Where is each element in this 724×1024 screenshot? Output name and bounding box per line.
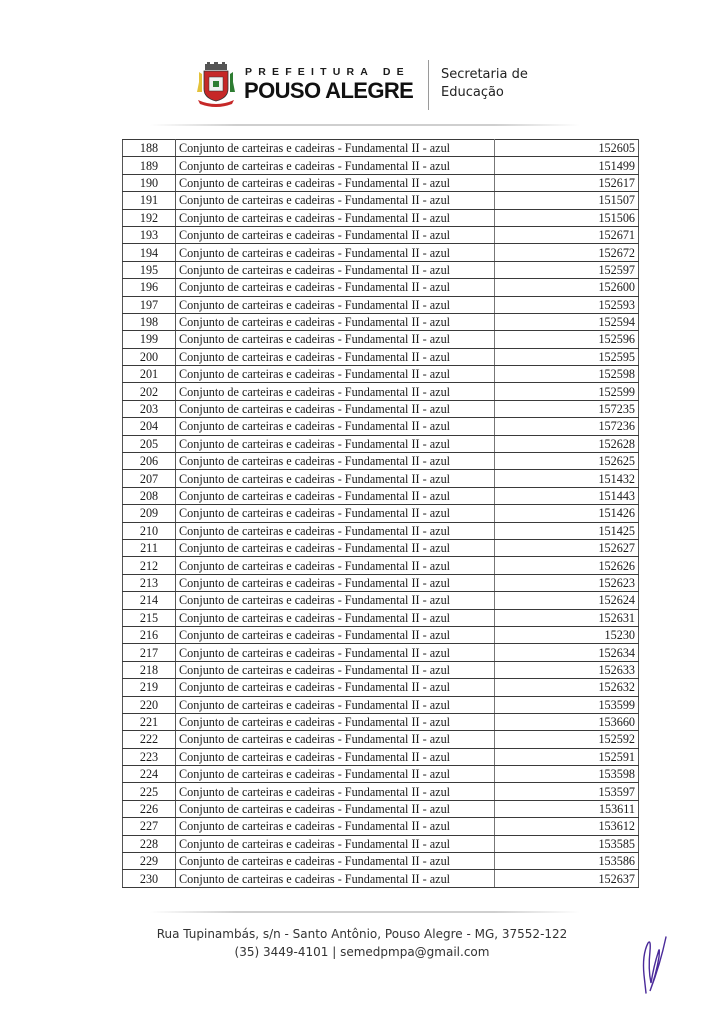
row-description: Conjunto de carteiras e cadeiras - Fundamental II - azul — [176, 470, 495, 487]
row-number: 226 — [123, 800, 176, 817]
row-number: 206 — [123, 453, 176, 470]
row-description: Conjunto de carteiras e cadeiras - Fundamental II - azul — [176, 296, 495, 313]
footer-address: Rua Tupinambás, s/n - Santo Antônio, Pouso Alegre - MG, 37552-122 — [156, 927, 568, 941]
row-description: Conjunto de carteiras e cadeiras - Fundamental II - azul — [176, 366, 495, 383]
table-row — [123, 800, 639, 817]
row-code: 153660 — [495, 713, 639, 730]
row-code: 151425 — [495, 522, 639, 539]
row-code: 153611 — [495, 800, 639, 817]
row-code: 153586 — [495, 853, 639, 870]
row-code: 153585 — [495, 835, 639, 852]
row-description: Conjunto de carteiras e cadeiras - Fundamental II - azul — [176, 766, 495, 783]
row-code: 152599 — [495, 383, 639, 400]
letterhead — [0, 58, 724, 118]
table-row — [123, 435, 639, 452]
row-number: 208 — [123, 487, 176, 504]
row-number: 221 — [123, 713, 176, 730]
items-table-body — [123, 140, 639, 888]
educacao-label: Educação — [441, 85, 504, 100]
row-number: 203 — [123, 400, 176, 417]
row-code: 152634 — [495, 644, 639, 661]
row-number: 190 — [123, 174, 176, 191]
row-description: Conjunto de carteiras e cadeiras - Fundamental II - azul — [176, 313, 495, 330]
table-row — [123, 453, 639, 470]
row-code: 151443 — [495, 487, 639, 504]
table-row — [123, 296, 639, 313]
table-row — [123, 731, 639, 748]
row-number: 211 — [123, 539, 176, 556]
table-row — [123, 192, 639, 209]
row-description: Conjunto de carteiras e cadeiras - Fundamental II - azul — [176, 835, 495, 852]
row-description: Conjunto de carteiras e cadeiras - Fundamental II - azul — [176, 626, 495, 643]
row-number: 219 — [123, 679, 176, 696]
row-description: Conjunto de carteiras e cadeiras - Fundamental II - azul — [176, 661, 495, 678]
table-row — [123, 539, 639, 556]
row-description: Conjunto de carteiras e cadeiras - Fundamental II - azul — [176, 644, 495, 661]
row-description: Conjunto de carteiras e cadeiras - Fundamental II - azul — [176, 331, 495, 348]
row-code: 152617 — [495, 174, 639, 191]
row-number: 193 — [123, 226, 176, 243]
table-row — [123, 261, 639, 278]
row-code: 151499 — [495, 157, 639, 174]
footer-contact: (35) 3449-4101 | semedpmpa@gmail.com — [234, 945, 490, 959]
table-row — [123, 157, 639, 174]
table-row — [123, 766, 639, 783]
row-number: 202 — [123, 383, 176, 400]
table-row — [123, 626, 639, 643]
row-description: Conjunto de carteiras e cadeiras - Fundamental II - azul — [176, 174, 495, 191]
table-row — [123, 348, 639, 365]
row-description: Conjunto de carteiras e cadeiras - Fundamental II - azul — [176, 140, 495, 157]
row-number: 229 — [123, 853, 176, 870]
row-code: 152631 — [495, 609, 639, 626]
row-number: 217 — [123, 644, 176, 661]
row-number: 210 — [123, 522, 176, 539]
table-row — [123, 644, 639, 661]
row-description: Conjunto de carteiras e cadeiras - Fundamental II - azul — [176, 244, 495, 261]
row-code: 157236 — [495, 418, 639, 435]
row-number: 214 — [123, 592, 176, 609]
table-row — [123, 783, 639, 800]
row-description: Conjunto de carteiras e cadeiras - Fundamental II - azul — [176, 261, 495, 278]
row-number: 227 — [123, 818, 176, 835]
row-number: 213 — [123, 574, 176, 591]
table-row — [123, 853, 639, 870]
table-row — [123, 748, 639, 765]
secretaria-label: Secretaria de — [441, 67, 528, 82]
row-description: Conjunto de carteiras e cadeiras - Fundamental II - azul — [176, 505, 495, 522]
row-code: 157235 — [495, 400, 639, 417]
table-row — [123, 400, 639, 417]
row-number: 212 — [123, 557, 176, 574]
row-number: 194 — [123, 244, 176, 261]
row-number: 189 — [123, 157, 176, 174]
row-code: 153599 — [495, 696, 639, 713]
row-code: 152592 — [495, 731, 639, 748]
row-description: Conjunto de carteiras e cadeiras - Fundamental II - azul — [176, 400, 495, 417]
table-row — [123, 313, 639, 330]
row-code: 152593 — [495, 296, 639, 313]
table-row — [123, 609, 639, 626]
row-code: 152595 — [495, 348, 639, 365]
row-code: 152596 — [495, 331, 639, 348]
table-row — [123, 870, 639, 887]
table-row — [123, 818, 639, 835]
row-number: 218 — [123, 661, 176, 678]
row-code: 152627 — [495, 539, 639, 556]
row-description: Conjunto de carteiras e cadeiras - Fundamental II - azul — [176, 435, 495, 452]
row-description: Conjunto de carteiras e cadeiras - Fundamental II - azul — [176, 348, 495, 365]
row-number: 204 — [123, 418, 176, 435]
row-code: 151507 — [495, 192, 639, 209]
row-description: Conjunto de carteiras e cadeiras - Fundamental II - azul — [176, 748, 495, 765]
row-code: 152633 — [495, 661, 639, 678]
city-crest-icon — [196, 62, 236, 108]
row-number: 197 — [123, 296, 176, 313]
row-code: 153597 — [495, 783, 639, 800]
row-number: 188 — [123, 140, 176, 157]
table-row — [123, 209, 639, 226]
row-number: 196 — [123, 279, 176, 296]
header-divider — [428, 60, 429, 110]
row-number: 191 — [123, 192, 176, 209]
row-code: 152672 — [495, 244, 639, 261]
row-number: 199 — [123, 331, 176, 348]
table-row — [123, 418, 639, 435]
row-code: 152597 — [495, 261, 639, 278]
row-number: 195 — [123, 261, 176, 278]
table-row — [123, 470, 639, 487]
table-row — [123, 279, 639, 296]
row-number: 205 — [123, 435, 176, 452]
row-description: Conjunto de carteiras e cadeiras - Fundamental II - azul — [176, 574, 495, 591]
table-row — [123, 696, 639, 713]
row-code: 152591 — [495, 748, 639, 765]
row-description: Conjunto de carteiras e cadeiras - Fundamental II - azul — [176, 209, 495, 226]
row-code: 152632 — [495, 679, 639, 696]
row-description: Conjunto de carteiras e cadeiras - Fundamental II - azul — [176, 783, 495, 800]
row-number: 230 — [123, 870, 176, 887]
row-description: Conjunto de carteiras e cadeiras - Fundamental II - azul — [176, 383, 495, 400]
row-description: Conjunto de carteiras e cadeiras - Fundamental II - azul — [176, 418, 495, 435]
row-code: 152605 — [495, 140, 639, 157]
row-code: 153612 — [495, 818, 639, 835]
table-row — [123, 487, 639, 504]
row-description: Conjunto de carteiras e cadeiras - Fundamental II - azul — [176, 731, 495, 748]
footer-rule — [150, 911, 580, 913]
table-row — [123, 366, 639, 383]
table-row — [123, 140, 639, 157]
row-description: Conjunto de carteiras e cadeiras - Fundamental II - azul — [176, 557, 495, 574]
row-code: 152598 — [495, 366, 639, 383]
row-number: 220 — [123, 696, 176, 713]
table-row — [123, 574, 639, 591]
row-number: 215 — [123, 609, 176, 626]
row-number: 192 — [123, 209, 176, 226]
row-code: 151432 — [495, 470, 639, 487]
table-row — [123, 331, 639, 348]
row-description: Conjunto de carteiras e cadeiras - Fundamental II - azul — [176, 853, 495, 870]
prefeitura-label: PREFEITURA DE — [245, 66, 410, 78]
row-number: 201 — [123, 366, 176, 383]
row-description: Conjunto de carteiras e cadeiras - Fundamental II - azul — [176, 609, 495, 626]
row-number: 228 — [123, 835, 176, 852]
row-description: Conjunto de carteiras e cadeiras - Fundamental II - azul — [176, 818, 495, 835]
row-code: 152600 — [495, 279, 639, 296]
row-description: Conjunto de carteiras e cadeiras - Fundamental II - azul — [176, 522, 495, 539]
row-number: 198 — [123, 313, 176, 330]
items-table — [122, 139, 639, 888]
table-row — [123, 679, 639, 696]
row-description: Conjunto de carteiras e cadeiras - Fundamental II - azul — [176, 487, 495, 504]
table-row — [123, 505, 639, 522]
handwritten-signature — [636, 935, 668, 997]
row-code: 152594 — [495, 313, 639, 330]
row-description: Conjunto de carteiras e cadeiras - Fundamental II - azul — [176, 157, 495, 174]
row-description: Conjunto de carteiras e cadeiras - Fundamental II - azul — [176, 696, 495, 713]
row-code: 151426 — [495, 505, 639, 522]
table-row — [123, 713, 639, 730]
row-code: 15230 — [495, 626, 639, 643]
row-number: 222 — [123, 731, 176, 748]
table-row — [123, 661, 639, 678]
row-description: Conjunto de carteiras e cadeiras - Fundamental II - azul — [176, 453, 495, 470]
table-row — [123, 522, 639, 539]
row-number: 209 — [123, 505, 176, 522]
row-code: 152623 — [495, 574, 639, 591]
table-row — [123, 244, 639, 261]
row-number: 223 — [123, 748, 176, 765]
table-row — [123, 835, 639, 852]
row-description: Conjunto de carteiras e cadeiras - Fundamental II - azul — [176, 226, 495, 243]
row-description: Conjunto de carteiras e cadeiras - Fundamental II - azul — [176, 279, 495, 296]
row-code: 152671 — [495, 226, 639, 243]
row-number: 225 — [123, 783, 176, 800]
row-code: 152637 — [495, 870, 639, 887]
row-number: 200 — [123, 348, 176, 365]
row-code: 153598 — [495, 766, 639, 783]
row-description: Conjunto de carteiras e cadeiras - Fundamental II - azul — [176, 679, 495, 696]
row-description: Conjunto de carteiras e cadeiras - Fundamental II - azul — [176, 539, 495, 556]
table-row — [123, 226, 639, 243]
table-row — [123, 557, 639, 574]
row-description: Conjunto de carteiras e cadeiras - Fundamental II - azul — [176, 592, 495, 609]
row-code: 152625 — [495, 453, 639, 470]
row-code: 151506 — [495, 209, 639, 226]
table-row — [123, 592, 639, 609]
row-description: Conjunto de carteiras e cadeiras - Fundamental II - azul — [176, 870, 495, 887]
table-row — [123, 383, 639, 400]
row-description: Conjunto de carteiras e cadeiras - Fundamental II - azul — [176, 713, 495, 730]
table-row — [123, 174, 639, 191]
row-code: 152624 — [495, 592, 639, 609]
row-description: Conjunto de carteiras e cadeiras - Fundamental II - azul — [176, 800, 495, 817]
city-name: POUSO ALEGRE — [244, 78, 414, 103]
row-number: 207 — [123, 470, 176, 487]
row-code: 152628 — [495, 435, 639, 452]
row-number: 224 — [123, 766, 176, 783]
row-code: 152626 — [495, 557, 639, 574]
row-description: Conjunto de carteiras e cadeiras - Fundamental II - azul — [176, 192, 495, 209]
row-number: 216 — [123, 626, 176, 643]
header-rule — [150, 124, 580, 126]
